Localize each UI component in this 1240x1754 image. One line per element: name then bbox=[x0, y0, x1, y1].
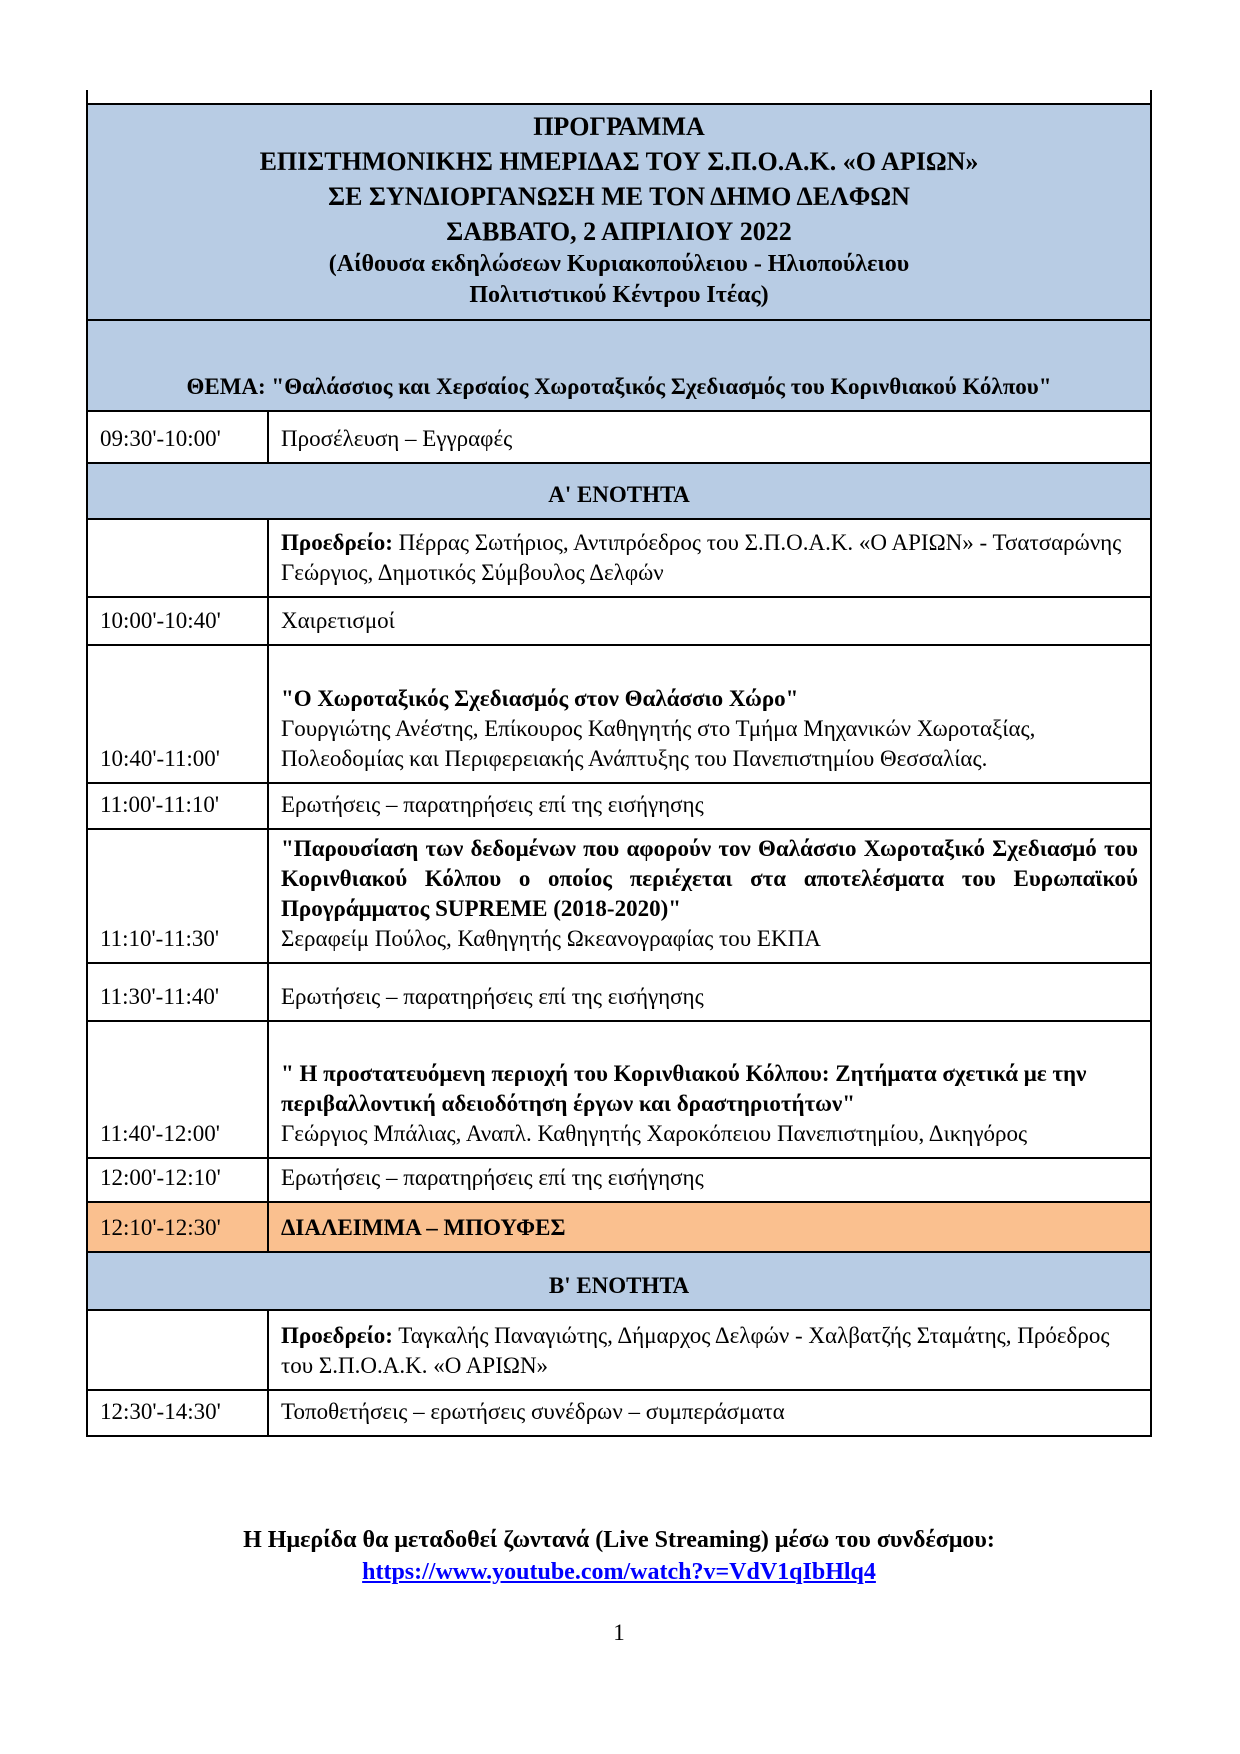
chair-names: Πέρρας Σωτήριος, Αντιπρόεδρος του Σ.Π.Ο.Α.Κ. «Ο ΑΡΙΩΝ» - Τσατσαρώνης Γεώργιος, Δημοτικός Σύμβουλος Δελφών bbox=[281, 530, 1122, 585]
event-cell: Ερωτήσεις – παρατηρήσεις επί της εισήγησης bbox=[268, 783, 1151, 829]
chair-names: Ταγκαλής Παναγιώτης, Δήμαρχος Δελφών - Χαλβατζής Σταμάτης, Πρόεδρος του Σ.Π.Ο.Α.Κ. «Ο ΑΡΙΩΝ» bbox=[281, 1323, 1110, 1378]
talk-speaker: Γουργιώτης Ανέστης, Επίκουρος Καθηγητής στο Τμήμα Μηχανικών Χωροταξίας, Πολεοδομίας και Περιφερειακής Ανάπτυξης του Πανεπιστημίου Θεσσαλίας. bbox=[281, 716, 1036, 771]
talk-speaker: Σεραφείμ Πούλος, Καθηγητής Ωκεανογραφίας του ΕΚΠΑ bbox=[281, 926, 821, 951]
program-header bbox=[87, 104, 1151, 320]
table-row bbox=[87, 645, 1151, 783]
header-line: ΕΠΙΣΤΗΜΟΝΙΚΗΣ ΗΜΕΡΙΔΑΣ ΤΟΥ Σ.Π.Ο.Α.Κ. «Ο ΑΡΙΩΝ» bbox=[259, 147, 979, 176]
table-row bbox=[87, 1202, 1151, 1252]
table-row bbox=[87, 829, 1151, 963]
time-cell: 09:30'-10:00' bbox=[87, 411, 268, 463]
time-cell: 11:10'-11:30' bbox=[87, 829, 268, 963]
table-row bbox=[87, 1390, 1151, 1436]
talk-title: " Η προστατευόμενη περιοχή του Κορινθιακού Κόλπου: Ζητήματα σχετικά με την περιβαλλοντική αδειοδότηση έργων και δραστηριοτήτων" bbox=[281, 1061, 1087, 1116]
chair-cell bbox=[268, 519, 1151, 597]
table-row bbox=[87, 783, 1151, 829]
table-row bbox=[87, 1021, 1151, 1158]
header-line: ΣΑΒΒΑΤΟ, 2 ΑΠΡΙΛΙΟΥ 2022 bbox=[446, 217, 792, 246]
talk-speaker: Γεώργιος Μπάλιας, Αναπλ. Καθηγητής Χαροκόπειου Πανεπιστημίου, Δικηγόρος bbox=[281, 1121, 1028, 1146]
time-cell: 12:00'-12:10' bbox=[87, 1158, 268, 1202]
break-cell: ΔΙΑΛΕΙΜΜΑ – ΜΠΟΥΦΕΣ bbox=[268, 1202, 1151, 1252]
talk-title: "Ο Χωροταξικός Σχεδιασμός στον Θαλάσσιο Χώρο" bbox=[281, 686, 799, 711]
event-cell: Ερωτήσεις – παρατηρήσεις επί της εισήγησης bbox=[268, 963, 1151, 1021]
chair-label: Προεδρείο: bbox=[281, 1323, 393, 1348]
event-cell: Ερωτήσεις – παρατηρήσεις επί της εισήγησης bbox=[268, 1158, 1151, 1202]
theme-banner: ΘΕΜΑ: "Θαλάσσιος και Χερσαίος Χωροταξικός Σχεδιασμός του Κορινθιακού Κόλπου" bbox=[87, 320, 1151, 411]
table-top-spacer bbox=[86, 90, 1152, 103]
header-line: Πολιτιστικού Κέντρου Ιτέας) bbox=[469, 282, 769, 308]
event-cell: Χαιρετισμοί bbox=[268, 597, 1151, 645]
section-header-b: Β' ΕΝΟΤΗΤΑ bbox=[87, 1252, 1151, 1310]
event-cell: Τοποθετήσεις – ερωτήσεις συνέδρων – συμπεράσματα bbox=[268, 1390, 1151, 1436]
streaming-text: Η Ημερίδα θα μεταδοθεί ζωντανά (Live Streaming) μέσω του συνδέσμου: bbox=[243, 1527, 995, 1553]
program-table bbox=[86, 90, 1152, 1437]
youtube-link[interactable]: https://www.youtube.com/watch?v=VdV1qIbHlq4 bbox=[362, 1559, 876, 1585]
table-row bbox=[87, 1310, 1151, 1390]
chair-label: Προεδρείο: bbox=[281, 530, 393, 555]
table-row bbox=[87, 963, 1151, 1021]
page-number: 1 bbox=[613, 1620, 625, 1645]
table-row bbox=[87, 411, 1151, 463]
streaming-note bbox=[86, 1524, 1152, 1588]
talk-cell bbox=[268, 829, 1151, 963]
table-row bbox=[87, 519, 1151, 597]
time-cell: 11:00'-11:10' bbox=[87, 783, 268, 829]
time-cell: 10:40'-11:00' bbox=[87, 645, 268, 783]
time-cell bbox=[87, 1310, 268, 1390]
time-cell: 10:00'-10:40' bbox=[87, 597, 268, 645]
time-cell: 11:30'-11:40' bbox=[87, 963, 268, 1021]
talk-title: "Παρουσίαση των δεδομένων που αφορούν τον Θαλάσσιο Χωροταξικό Σχεδιασμό του Κορινθιακού Κόλπου ο οποίος περιέχεται στα αποτελέσματα του Ευρωπαϊκού Προγράμματος SUPREME (2018-2020)" bbox=[281, 836, 1138, 921]
table-row bbox=[87, 597, 1151, 645]
event-cell: Προσέλευση – Εγγραφές bbox=[268, 411, 1151, 463]
header-line: (Αίθουσα εκδηλώσεων Κυριακοπούλειου - Ηλιοπούλειου bbox=[328, 251, 910, 277]
chair-cell bbox=[268, 1310, 1151, 1390]
time-cell: 12:30'-14:30' bbox=[87, 1390, 268, 1436]
section-header-a: Α' ΕΝΟΤΗΤΑ bbox=[87, 463, 1151, 519]
table-row bbox=[87, 1158, 1151, 1202]
header-line: ΠΡΟΓΡΑΜΜΑ bbox=[533, 112, 705, 141]
break-time-cell: 12:10'-12:30' bbox=[87, 1202, 268, 1252]
time-cell bbox=[87, 519, 268, 597]
time-cell: 11:40'-12:00' bbox=[87, 1021, 268, 1158]
header-line: ΣΕ ΣΥΝΔΙΟΡΓΑΝΩΣΗ ΜΕ ΤΟΝ ΔΗΜΟ ΔΕΛΦΩΝ bbox=[328, 182, 910, 211]
schedule-table bbox=[86, 103, 1152, 1437]
talk-cell bbox=[268, 645, 1151, 783]
talk-cell bbox=[268, 1021, 1151, 1158]
